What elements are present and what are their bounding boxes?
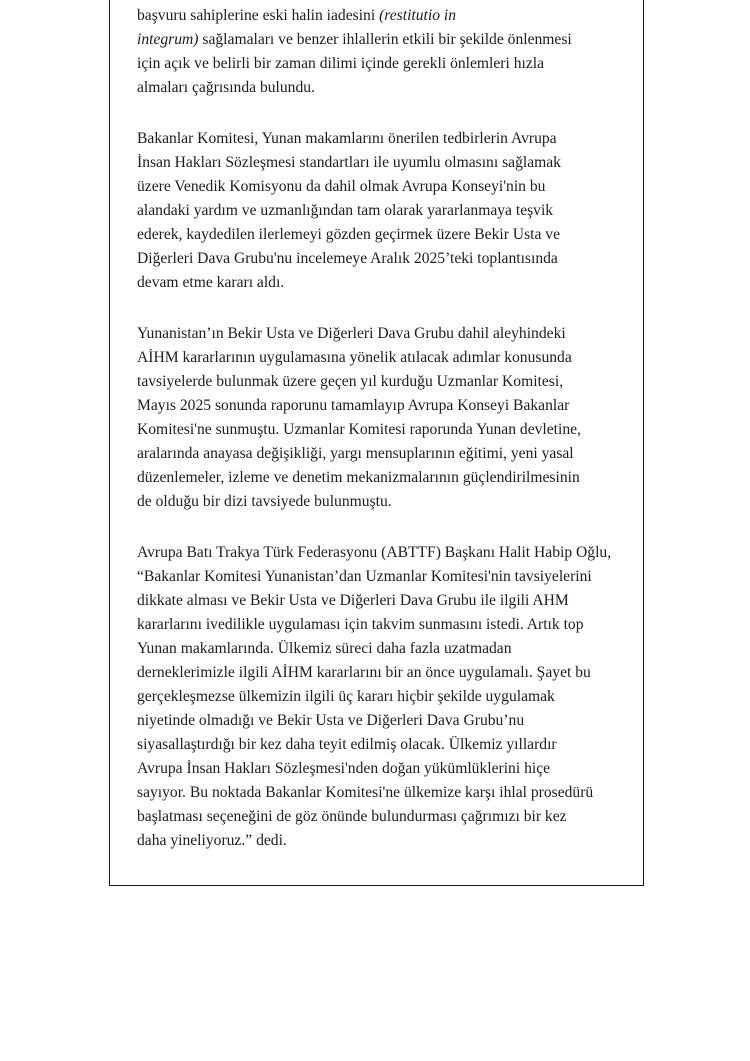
article-body (137, 4, 627, 853)
text-line (137, 76, 627, 100)
text-line (137, 565, 627, 589)
text-line (137, 709, 627, 733)
text-line (137, 829, 627, 853)
text-line (137, 442, 627, 466)
text-segment: niyetinde olmadığı ve Bekir Usta ve Diğerleri Dava Grubu’nu (137, 712, 525, 729)
text-segment: üzere Venedik Komisyonu da dahil olmak Avrupa Konseyi'nin bu (137, 178, 546, 195)
text-segment: düzenlemeler, izleme ve denetim mekanizmalarının güçlendirilmesinin (137, 469, 580, 486)
text-line (137, 370, 627, 394)
text-segment: de olduğu bir dizi tavsiyede bulunmuştu. (137, 493, 392, 510)
text-segment: için açık ve belirli bir zaman dilimi içinde gerekli önlemleri hızla (137, 55, 545, 72)
text-line (137, 613, 627, 637)
text-segment: kararlarını ivedilikle uygulaması için takvim sunmasını istedi. Artık top (137, 616, 584, 633)
text-segment: siyasallaştırdığı bir kez daha teyit edilmiş olacak. Ülkemiz yıllardır (137, 736, 557, 753)
text-line (137, 490, 627, 514)
text-segment: aralarında anayasa değişikliği, yargı mensuplarının eğitimi, yeni yasal (137, 445, 574, 462)
text-segment: Komitesi'ne sunmuştu. Uzmanlar Komitesi raporunda Yunan devletine, (137, 421, 581, 438)
text-segment: tavsiyelerde bulunmak üzere geçen yıl kurduğu Uzmanlar Komitesi, (137, 373, 564, 390)
text-segment: daha yineliyoruz.” dedi. (137, 832, 287, 849)
text-line (137, 781, 627, 805)
text-line (137, 4, 627, 28)
text-segment: Avrupa Batı Trakya Türk Federasyonu (ABTTF) Başkanı Halit Habip Oğlu, (137, 544, 612, 561)
text-line (137, 175, 627, 199)
text-line (137, 127, 627, 151)
text-line (137, 541, 627, 565)
text-segment: derneklerimizle ilgili AİHM kararlarını bir an önce uygulamalı. Şayet bu (137, 664, 591, 681)
text-segment: Yunan makamlarında. Ülkemiz süreci daha fazla uzatmadan (137, 640, 512, 657)
text-line (137, 346, 627, 370)
text-segment: gerçekleşmezse ülkemizin ilgili üç kararı hiçbir şekilde uygulamak (137, 688, 555, 705)
text-segment: İnsan Hakları Sözleşmesi standartları ile uyumlu olmasını sağlamak (137, 154, 561, 171)
text-line (137, 466, 627, 490)
text-line (137, 52, 627, 76)
text-line (137, 223, 627, 247)
text-segment: Diğerleri Dava Grubu'nu incelemeye Aralık 2025’teki toplantısında (137, 250, 558, 267)
text-line (137, 199, 627, 223)
text-segment: başvuru sahiplerine eski halin iadesini (137, 7, 380, 24)
text-segment: alandaki yardım ve uzmanlığından tam olarak yararlanmaya teşvik (137, 202, 554, 219)
text-segment: “Bakanlar Komitesi Yunanistan’dan Uzmanlar Komitesi'nin tavsiyelerini (137, 568, 592, 585)
text-segment: başlatması seçeneğini de göz önünde bulundurması çağrımızı bir kez (137, 808, 567, 825)
text-segment: Avrupa İnsan Hakları Sözleşmesi'nden doğan yükümlüklerini hiçe (137, 760, 551, 777)
text-line (137, 757, 627, 781)
text-segment: sayıyor. Bu noktada Bakanlar Komitesi'ne ülkemize karşı ihlal prosedürü (137, 784, 594, 801)
text-line (137, 733, 627, 757)
text-line (137, 271, 627, 295)
text-segment: ederek, kaydedilen ilerlemeyi gözden geçirmek üzere Bekir Usta ve (137, 226, 561, 243)
italic-text: integrum) (137, 31, 199, 48)
document-box (109, 0, 644, 886)
text-line (137, 394, 627, 418)
text-line (137, 247, 627, 271)
text-segment: Bakanlar Komitesi, Yunan makamlarını önerilen tedbirlerin Avrupa (137, 130, 557, 147)
text-segment: Yunanistan’ın Bekir Usta ve Diğerleri Dava Grubu dahil aleyhindeki (137, 325, 566, 342)
text-segment: almaları çağrısında bulundu. (137, 79, 315, 96)
text-segment: sağlamaları ve benzer ihlallerin etkili bir şekilde önlenmesi (198, 31, 572, 48)
text-line (137, 661, 627, 685)
paragraph (137, 541, 627, 853)
text-line (137, 322, 627, 346)
text-segment: Mayıs 2025 sonunda raporunu tamamlayıp Avrupa Konseyi Bakanlar (137, 397, 570, 414)
paragraph (137, 322, 627, 514)
text-line (137, 589, 627, 613)
text-segment: dikkate alması ve Bekir Usta ve Diğerleri Dava Grubu ile ilgili AHM (137, 592, 569, 609)
text-line (137, 418, 627, 442)
paragraph (137, 4, 627, 100)
text-segment: devam etme kararı aldı. (137, 274, 285, 291)
italic-text: (restitutio in (379, 7, 457, 24)
text-segment: AİHM kararlarının uygulamasına yönelik atılacak adımlar konusunda (137, 349, 572, 366)
text-line (137, 805, 627, 829)
paragraph (137, 127, 627, 295)
text-line (137, 28, 627, 52)
text-line (137, 637, 627, 661)
text-line (137, 685, 627, 709)
text-line (137, 151, 627, 175)
